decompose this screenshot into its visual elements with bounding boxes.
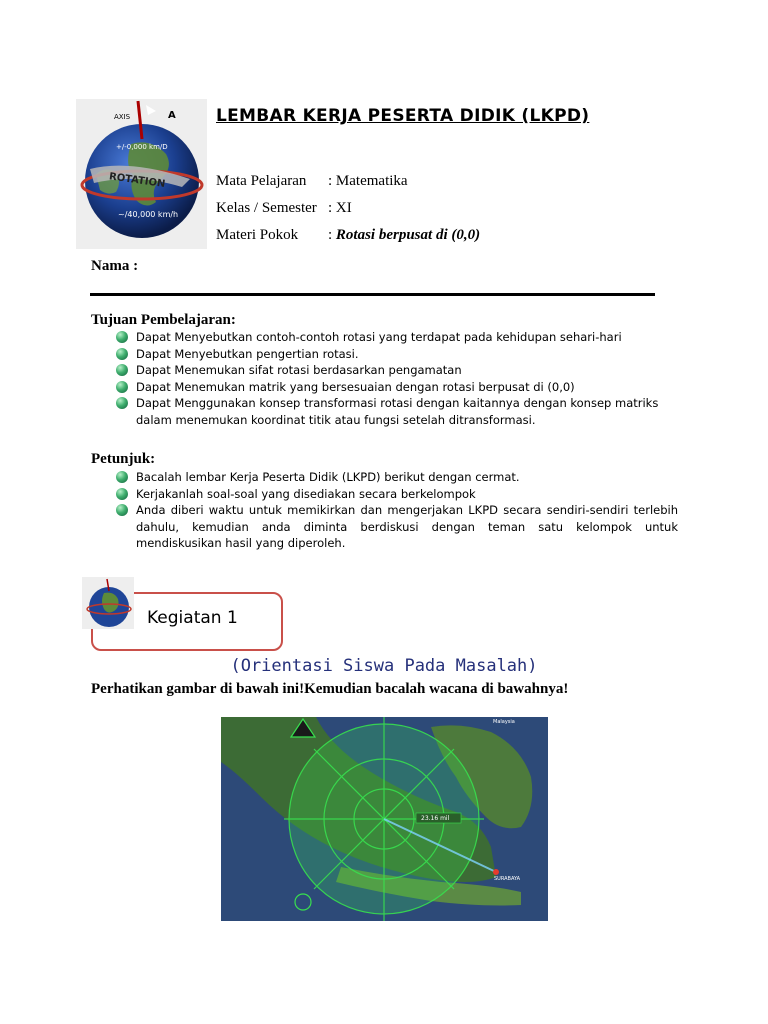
bullet-icon	[116, 364, 128, 376]
field-label: Mata Pelajaran	[216, 173, 307, 189]
bullet-icon	[116, 331, 128, 343]
logo-label-axis: AXIS	[114, 113, 131, 121]
map-label-malaysia: Malaysia	[493, 719, 515, 725]
list-item-text: Anda diberi waktu untuk memikirkan dan mengerjakan LKPD secara sendiri-sendiri terlebih dahulu, kemudian anda diminta berdiskusi dengan teman satu kelompok untuk mendiskusikan hasil yang diperoleh.	[136, 503, 678, 550]
earth-rotation-small-icon	[82, 577, 134, 629]
logo-label-speed-bottom: ~/40,000 km/h	[118, 210, 179, 219]
list-item	[111, 486, 678, 503]
orientasi-heading: (Orientasi Siswa Pada Masalah)	[230, 656, 538, 676]
list-item	[111, 502, 678, 552]
bullet-icon	[116, 471, 128, 483]
bullet-icon	[116, 397, 128, 409]
field-value: : XI	[328, 200, 352, 216]
field-value	[328, 227, 480, 244]
bullet-icon	[116, 488, 128, 500]
field-value-prefix: :	[328, 227, 336, 243]
field-value-topic: Rotasi berpusat di (0,0)	[335, 227, 481, 243]
list-item-text: Dapat Menemukan matrik yang bersesuaian dengan rotasi berpusat di (0,0)	[136, 379, 575, 394]
petunjuk-list	[111, 469, 678, 552]
field-label: Kelas / Semester	[216, 200, 317, 216]
list-item-text: Kerjakanlah soal-soal yang disediakan secara berkelompok	[136, 486, 476, 501]
tujuan-list	[111, 329, 671, 428]
bullet-icon	[116, 504, 128, 516]
list-item-text: Dapat Menemukan sifat rotasi berdasarkan pengamatan	[136, 363, 462, 377]
map-label-surabaya: SURABAYA	[494, 876, 521, 882]
page-title: LEMBAR KERJA PESERTA DIDIK (LKPD)	[216, 106, 590, 126]
list-item	[111, 346, 671, 363]
divider	[90, 293, 655, 296]
logo-label-a: A	[168, 110, 176, 121]
field-kelas-semester	[216, 200, 616, 220]
list-item	[111, 395, 671, 428]
list-item-text: Dapat Menggunakan konsep transformasi rotasi dengan kaitannya dengan konsep matriks dalam menemukan koordinat titik atau fungsi setelah ditransformasi.	[136, 396, 659, 427]
petunjuk-heading: Petunjuk:	[91, 451, 156, 467]
list-item-text: Dapat Menyebutkan pengertian rotasi.	[136, 346, 359, 361]
instruction-text: Perhatikan gambar di bawah ini!Kemudian bacalah wacana di bawahnya!	[91, 681, 569, 697]
map-label-distance: 23.16 mil	[421, 815, 450, 822]
list-item	[111, 379, 671, 396]
bullet-icon	[116, 348, 128, 360]
nama-label: Nama :	[91, 258, 139, 274]
tujuan-heading: Tujuan Pembelajaran:	[91, 312, 236, 328]
radar-map-image	[221, 717, 548, 921]
kegiatan-label: Kegiatan 1	[147, 608, 238, 628]
logo-label-rotation: ROTATION	[108, 171, 166, 191]
list-item-text: Dapat Menyebutkan contoh-contoh rotasi yang terdapat pada kehidupan sehari-hari	[136, 330, 622, 344]
list-item	[111, 329, 671, 346]
field-value: : Matematika	[328, 173, 408, 189]
bullet-icon	[116, 381, 128, 393]
logo-label-speed-top: +/-0,000 km/D	[116, 143, 168, 151]
earth-rotation-logo	[76, 99, 207, 249]
field-label: Materi Pokok	[216, 227, 299, 243]
list-item	[111, 362, 671, 379]
field-materi-pokok	[216, 227, 616, 247]
list-item-text: Bacalah lembar Kerja Peserta Didik (LKPD) berikut dengan cermat.	[136, 470, 520, 484]
list-item	[111, 469, 678, 486]
field-mata-pelajaran	[216, 173, 616, 193]
